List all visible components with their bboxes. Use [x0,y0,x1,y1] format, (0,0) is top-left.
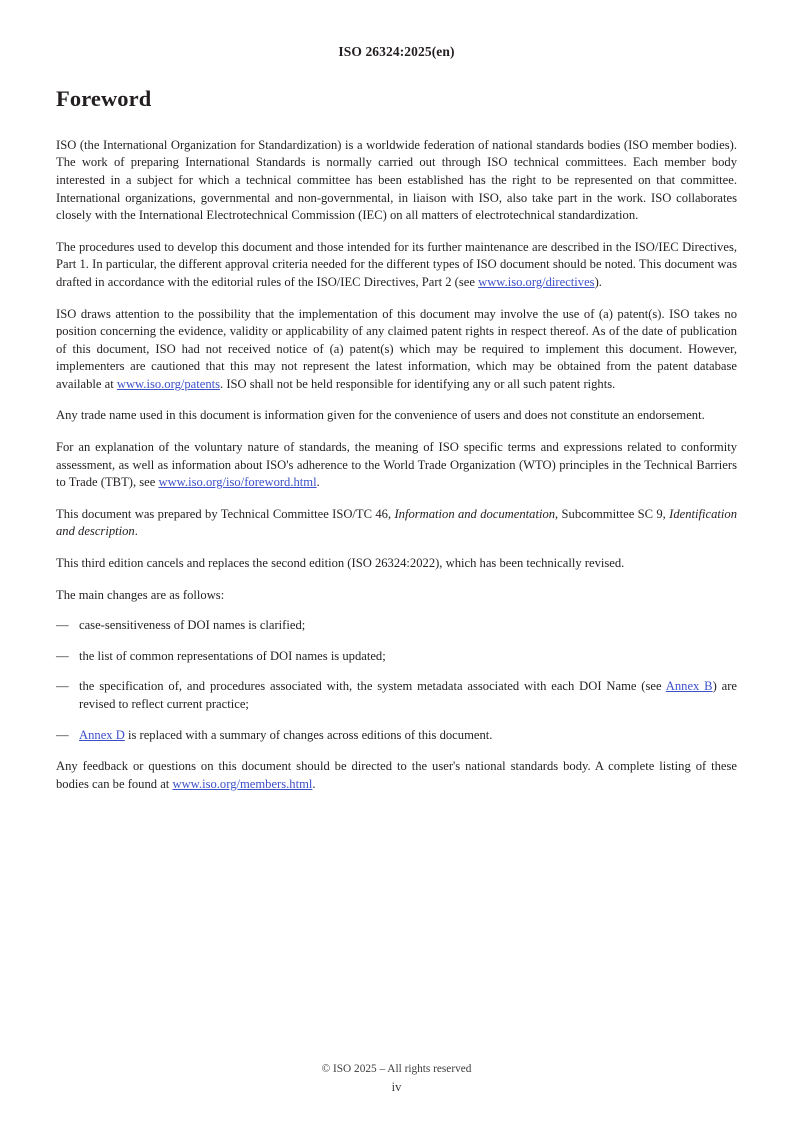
paragraph-procedures-text-before: The procedures used to develop this document and those intended for its further maintenance are described in the ISO/IEC Directives, Part 1. In particular, the different approval criteria needed for the different types of ISO document should be noted. This document was drafted in accordance with the editorial rules of the ISO/IEC Directives, Part 2 (see [56,239,737,289]
list-item-text-after: ) are revised to reflect current practice; [79,679,737,711]
running-head: ISO 26324:2025(en) [338,44,455,59]
paragraph-committee [56,492,737,541]
list-dash-icon: — [56,618,69,633]
paragraph-trade-name: Any trade name used in this document is information given for the convenience of users and does not constitute an endorsement. [56,408,705,423]
list-item [56,665,737,713]
link-iso-members[interactable]: www.iso.org/members.html [172,776,313,791]
paragraph-voluntary-nature [56,425,737,492]
page-title: Foreword [56,86,152,111]
paragraph-voluntary-text-before: For an explanation of the voluntary nature of standards, the meaning of ISO specific terms and expressions related to conformity assessment, as well as information about ISO's adherence to the World Trade Organization (WTO) principles in the Technical Barriers to Trade (TBT), see [56,440,737,490]
paragraph-committee-part3: . [134,524,138,539]
list-item-text-before: the list of common representations of DOI names is updated; [79,648,386,663]
paragraph-committee-part2: , Subcommittee SC 9, [555,506,670,521]
paragraph-iso-description: ISO (the International Organization for Standardization) is a worldwide federation of national standards bodies (ISO member bodies). The work of preparing International Standards is normally carried out through ISO technical committees. Each member body interested in a subject for which a technical committee has been established has the right to be represented on that committee. International organizations, governmental and non-governmental, in liaison with ISO, also take part in the work. ISO collaborates closely with the International Electrotechnical Commission (IEC) on all matters of electrotechnical standardization. [56,137,737,223]
paragraph-main-changes-intro: The main changes are as follows: [56,587,225,602]
list-item [56,714,737,745]
committee-title-italic: Information and documentation [394,506,556,521]
list-dash-icon: — [56,679,69,694]
page-footer [0,1062,793,1096]
paragraph-edition-notice: This third edition cancels and replaces the second edition (ISO 26324:2022), which has been technically revised. [56,556,625,571]
link-annex-d[interactable]: Annex D [79,727,125,742]
link-annex-b[interactable]: Annex B [665,679,713,694]
paragraph-voluntary-text-after: . [316,475,320,490]
list-item-text-after: is replaced with a summary of changes across editions of this document. [124,727,493,742]
list-dash-icon: — [56,727,69,742]
link-iso-patents[interactable]: www.iso.org/patents [116,376,221,391]
link-iso-directives[interactable]: www.iso.org/directives [478,274,595,289]
copyright-notice: © ISO 2025 – All rights reserved [321,1063,472,1075]
paragraph-procedures [56,225,737,292]
list-dash-icon: — [56,648,69,663]
paragraph-feedback [56,744,737,793]
paragraph-patents-text-before: ISO draws attention to the possibility that the implementation of this document may involve the use of (a) patent(s). ISO takes no position concerning the evidence, validity or applicability of any claimed patent rights in respect thereof. As of the date of publication of this document, ISO had not received notice of (a) patent(s) which may be required to implement this document. However, implementers are cautioned that this may not represent the latest information, which may be obtained from the patent database available at [56,306,737,391]
link-iso-foreword[interactable]: www.iso.org/iso/foreword.html [158,475,317,490]
page-content [56,0,737,793]
paragraph-feedback-text-after: . [312,776,316,791]
change-list [56,604,737,744]
paragraph-procedures-text-after: ). [594,274,602,289]
paragraph-feedback-text-before: Any feedback or questions on this document should be directed to the user's national standards body. A complete listing of these bodies can be found at [56,759,737,791]
page-number: iv [391,1080,402,1094]
paragraph-committee-part1: This document was prepared by Technical Committee ISO/TC 46, [56,506,395,521]
list-item-text-before: case-sensitiveness of DOI names is clarified; [79,618,306,633]
list-item-text-before: the specification of, and procedures associated with, the system metadata associated with each DOI Name (see [79,679,666,694]
paragraph-patents [56,292,737,394]
list-item [56,604,737,635]
subcommittee-title-italic: Identification and description [56,506,738,539]
list-item [56,635,737,666]
paragraph-patents-text-after: . ISO shall not be held responsible for identifying any or all such patent rights. [220,376,616,391]
